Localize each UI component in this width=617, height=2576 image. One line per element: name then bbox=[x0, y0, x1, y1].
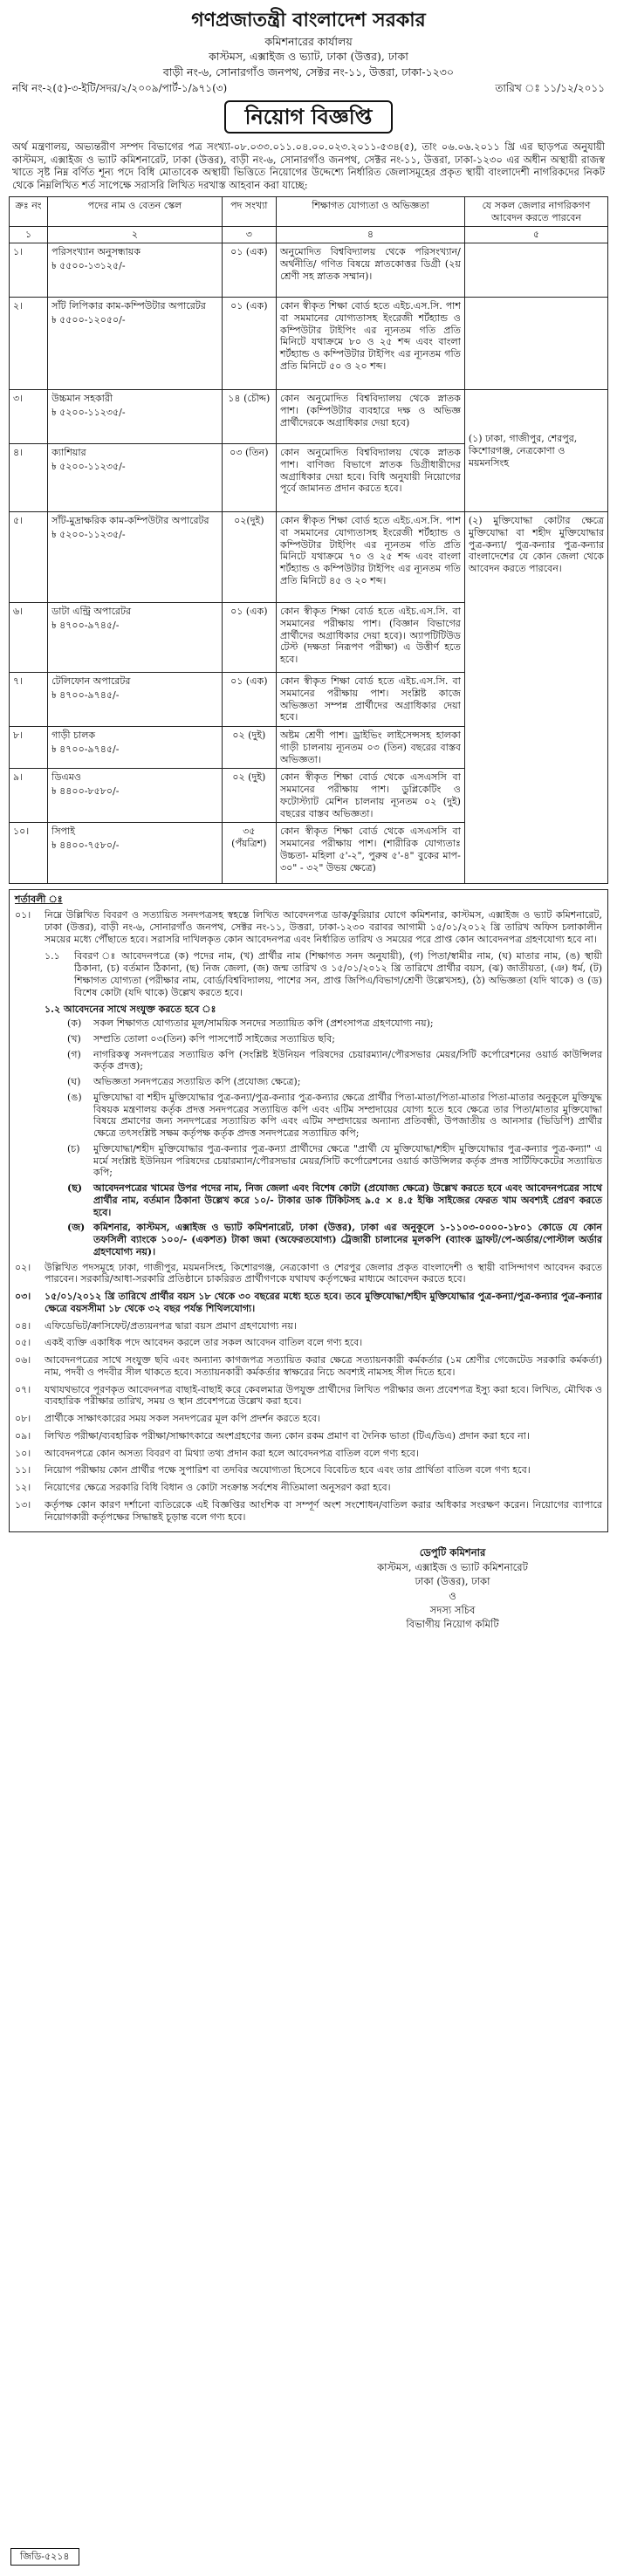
list-item-text: আবেদনপত্রের খামের উপর পদের নাম, নিজ জেলা এবং বিশেষ কোটা (প্রযোজ্য ক্ষেত্রে) উল্লেখ করতে হবে এবং আবেদনপত্রের সাথে প্রার্থীর নাম, বর্তমান ঠিকানা উল্লেখ করে ১০/- টাকার ডাক টিকিটসহ ৯.৫ × ৪.৫ ইঞ্চি সাইজের ফেরত খাম অবশ্যই প্রেরণ করতে হবে। bbox=[93, 1182, 602, 1218]
term-number: ০৮। bbox=[15, 1413, 31, 1425]
post-count: ০১ (এক) bbox=[222, 243, 276, 298]
header-districts: যে সকল জেলার নাগরিকগণ আবেদন করতে পারবেন bbox=[464, 196, 607, 227]
row-sl: ৩। bbox=[10, 390, 48, 444]
list-item-text: সম্প্রতি তোলা ০৩(তিন) কপি পাসপোর্ট সাইজের সত্যায়িত ছবি; bbox=[93, 1032, 335, 1045]
row-sl: ৭। bbox=[10, 673, 48, 727]
reference-number: নথি নং-২(৫)-৩-ইটি/সদর/২/২০০৯/পার্ট-১/৯৭১(৩) bbox=[12, 82, 228, 95]
post-title: গাড়ী চালক bbox=[51, 730, 96, 742]
district-group-1: (১) ঢাকা, গাজীপুর, শেরপুর, কিশোরগঞ্জ, নেত্রকোণা ও ময়মনসিংহ bbox=[464, 390, 607, 512]
term-item bbox=[15, 1430, 602, 1442]
col-index: ৫ bbox=[464, 227, 607, 243]
post-title: সিপাই bbox=[51, 826, 75, 838]
header-sl: ক্রঃ নং bbox=[10, 196, 48, 227]
term-text: প্রার্থীকে সাক্ষাৎকারের সময় সকল সনদপত্রের মূল কপি প্রদর্শন করতে হবে। bbox=[45, 1413, 321, 1425]
list-item-number: (ঙ) bbox=[67, 1091, 82, 1103]
list-item-number: (জ) bbox=[67, 1222, 86, 1234]
list-item-text: অভিজ্ঞতা সনদপত্রের সত্যায়িত কপি (প্রযোজ্য ক্ষেত্রে); bbox=[93, 1076, 301, 1088]
column-index-row bbox=[10, 227, 608, 243]
post-title: সাঁট-মুদ্রাক্ষরিক কাম-কম্পিউটার অপারেটর bbox=[51, 515, 209, 527]
term-number: ০৯। bbox=[15, 1429, 31, 1442]
post-title: উচ্চমান সহকারী bbox=[51, 393, 113, 405]
term-number: ০১। bbox=[15, 909, 31, 921]
signatory-line: বিভাগীয় নিয়োগ কমিটি bbox=[406, 1618, 499, 1631]
term-item bbox=[15, 1499, 602, 1524]
col-index: ১ bbox=[10, 227, 48, 243]
term-text: ১৫/০১/২০১২ খ্রি তারিখে প্রার্থীর বয়স ১৮ থেকে ৩০ বছরের মধ্যে হতে হবে। তবে মুক্তিযোদ্ধা/শহীদ মুক্তিযোদ্ধার পুত্র-কন্যা/পুত্র-কন্যার পুত্র-কন্যার ক্ষেত্রে বয়সসীমা ১৮ থেকে ৩২ বছর পর্যন্ত শিথিলযোগ্য। bbox=[45, 1291, 602, 1314]
post-count: ০১ (এক) bbox=[222, 673, 276, 727]
term-item bbox=[15, 1262, 602, 1286]
terms-heading: শর্তাবলী ঃ bbox=[15, 894, 63, 906]
term-number: ০২। bbox=[15, 1261, 31, 1273]
office-name: কমিশনারের কার্যালয় bbox=[264, 34, 353, 48]
pay-scale: ৳ ৫৫০০-১২০৫০/- bbox=[51, 313, 126, 325]
reference-line bbox=[9, 82, 608, 95]
term-text: আবেদনপত্রে কোন অসত্য বিবরণ বা মিথ্যা তথ্য প্রদান করা হলে আবেদনপত্র বাতিল বলে গণ্য হবে। bbox=[45, 1447, 419, 1459]
qualification: কোন স্বীকৃত শিক্ষা বোর্ড হতে এইচ.এস.সি. পাশ বা সমমানের যোগ্যতাসহ ইংরেজী শর্টহ্যান্ড ও কম্পিউটার টাইপিং এর ন্যূনতম গতি প্রতি মিনিটে যথাক্রমে ৮০ ও ২৫ শব্দ এবং বাংলা শর্টহ্যান্ড ও কম্পিউটার টাইপিং এর ন্যূনতম গতি প্রতি মিনিটে ৫০ ও ২০ শব্দ। bbox=[277, 298, 465, 390]
gd-code: জিডি-৫২১৪ bbox=[10, 2548, 79, 2566]
term-text: নিয়োগ পরীক্ষায় কোন প্রার্থীর পক্ষে সুপারিশ বা তদবির অযোগ্যতা হিসেবে বিবেচিত হবে এবং তার প্রার্থিতা বাতিল বলে গণ্য হবে। bbox=[45, 1464, 531, 1476]
post-title: টেলিফোন অপারেটর bbox=[51, 675, 131, 688]
pay-scale: ৳ ৪৭০০-৯৭৪৫/- bbox=[51, 689, 120, 701]
row-sl: ১০। bbox=[10, 823, 48, 884]
list-item-text: মুক্তিযোদ্ধা বা শহীদ মুক্তিযোদ্ধার পুত্র-কন্যা/পুত্র-কন্যার পুত্র-কন্যার ক্ষেত্রে প্রার্থীর পিতা-মাতা/পিতা-মাতার পিতা-মাতার অনুকূলে মুক্তিযুদ্ধ বিষয়ক মন্ত্রণালয় কর্তৃক প্রদত্ত সনদপত্রের সত্যায়িত কপি এবং এটিম সম্প্রদায়ের যোগ্য হতে হবে ক্ষেত্রে তার পিতা/মাতার মুক্তিযোদ্ধা বিষয়ে প্রমাণের জন্য সনদপত্রের সত্যায়িত কপি এবং এটিম সম্প্রদায়ের অন্যান্য প্রতিবন্ধী, উপজাতীয় ও আনসার (ভিডিপি) প্রার্থীর ক্ষেত্রে তৎসংশ্লিষ্ট সক্ষম কর্তৃপক্ষ কর্তৃক প্রদত্ত সনদপত্রের সত্যায়িত কপি; bbox=[93, 1091, 602, 1140]
qualification: কোন স্বীকৃত শিক্ষা বোর্ড হতে এইচ.এস.সি. বা সমমানের পরীক্ষায় পাশ। (বিজ্ঞান বিভাগের প্রার্থীদের অগ্রাধিকার দেয়া হবে)। অ্যাপটিটিউড টেস্ট (দক্ষতা নিরূপণ পরীক্ষা) এ উত্তীর্ণ হতে হবে। bbox=[277, 603, 465, 673]
notice-title: নিয়োগ বিজ্ঞপ্তি bbox=[224, 100, 394, 134]
term-number: ১২। bbox=[15, 1482, 31, 1494]
term-item bbox=[15, 1320, 602, 1333]
terms-section bbox=[9, 889, 608, 1532]
list-item bbox=[67, 1076, 602, 1088]
term-number: ১০। bbox=[15, 1447, 31, 1459]
list-item-number: (খ) bbox=[67, 1032, 81, 1045]
pay-scale: ৳ ৫২০০-১১২৩৫/- bbox=[51, 406, 126, 418]
intro-paragraph: অর্থ মন্ত্রণালয়, অভ্যন্তরীণ সম্পদ বিভাগের পত্র সংখ্যা-০৮.০৩৩.০১১.০৪.০০.০২৩.২০১১-৫৩৪(৫), তাং ০৬.০৬.২০১১ খ্রি এর ছাড়পত্র অনুযায়ী কাস্টমস, এক্সাইজ ও ভ্যাট কমিশনারেট, ঢাকা (উত্তর), বাড়ী নং-৬, সোনারগাঁও জনপথ, সেক্টর নং-১১, উত্তরা, ঢাকা-১২৩০ এর অধীন অস্থায়ী রাজস্ব খাতে সৃষ্ট নিম্ন বর্ণিত শূন্য পদে বিধি মোতাবেক অস্থায়ী ভিত্তিতে নিয়োগের উদ্দেশ্যে নির্ধারিত জেলাসমূহের প্রকৃত স্থায়ী বাংলাদেশী নাগরিকদের নিকট থেকে নিম্নলিখিত শর্ত সাপেক্ষে সরাসরি লিখিত দরখাস্ত আহবান করা যাচ্ছে: bbox=[12, 140, 605, 191]
term-item bbox=[15, 1291, 602, 1315]
list-item bbox=[67, 1092, 602, 1140]
list-item-text: নাগরিকত্ব সনদপত্রের সত্যায়িত কপি (সংশ্লিষ্ট ইউনিয়ন পরিষদের চেয়ারম্যান/পৌরসভার মেয়র/সিটি কর্পোরেশনের ওয়ার্ড কাউন্সিলর কর্তৃক প্রদত্ত); bbox=[93, 1048, 602, 1072]
term-item bbox=[15, 1482, 602, 1494]
department-name: কাস্টমস, এক্সাইজ ও ভ্যাট, ঢাকা (উত্তর), ঢাকা bbox=[209, 50, 408, 64]
list-item bbox=[67, 1033, 602, 1045]
header-qualification: শিক্ষাগত যোগ্যতা ও অভিজ্ঞতা bbox=[277, 196, 465, 227]
list-item-number: (ক) bbox=[67, 1017, 82, 1030]
post-title: পরিসংখ্যান অনুসন্ধায়ক bbox=[51, 246, 141, 258]
row-sl: ৮। bbox=[10, 727, 48, 769]
term-item bbox=[15, 1384, 602, 1408]
list-item-number: (ঘ) bbox=[67, 1076, 81, 1088]
pay-scale: ৳ ৪৪০০-৮৫৮০/- bbox=[51, 785, 120, 798]
post-count: ০২(দুই) bbox=[222, 512, 276, 603]
district-group-2: (২) মুক্তিযোদ্ধা কোটার ক্ষেত্রে মুক্তিযোদ্ধা বা শহীদ মুক্তিযোদ্ধার পুত্র-কন্যা/ পুত্র-কন্যার পুত্র-কন্যার বাংলাদেশের যে কোন জেলা থেকে আবেদন করতে পারবেন। bbox=[464, 512, 607, 884]
signatory-line: সদস্য সচিব bbox=[429, 1603, 476, 1616]
list-item bbox=[67, 1017, 602, 1030]
header bbox=[9, 9, 608, 79]
pay-scale: ৳ ৪৪০০-৭৫৮০/- bbox=[51, 839, 120, 852]
term-item bbox=[15, 909, 602, 945]
col-index: ৩ bbox=[222, 227, 276, 243]
term-subitem bbox=[45, 950, 602, 998]
post-title: ডাটা এন্ট্রি অপারেটর bbox=[51, 606, 132, 618]
qualification: কোন স্বীকৃত শিক্ষা বোর্ড থেকে এসএসসি বা সমমানের পরীক্ষায় পাশ। ডুপ্লিকেটিং ও ফটোস্ট্যাট মেশিন চালনায় ন্যূনতম ০২ (দুই) বছরের বাস্তব অভিজ্ঞতা। bbox=[277, 769, 465, 823]
term-text: যথাযথভাবে পূরণকৃত আবেদনপত্র বাছাই-বাছাই করে কেবলমাত্র উপযুক্ত প্রার্থীদের লিখিত পরীক্ষার জন্য প্রবেশপত্র ইস্যু করা হবে। লিখিত, মৌখিক ও ব্যবহারিক পরীক্ষার তারিখ, সময় ও স্থান প্রবেশপত্রে উল্লেখ করা হবে। bbox=[45, 1383, 602, 1408]
term-number: ০৭। bbox=[15, 1383, 31, 1395]
post-count: ০৩ (তিন) bbox=[222, 444, 276, 512]
list-item-number: (ছ) bbox=[67, 1182, 83, 1195]
list-item-number: (গ) bbox=[67, 1048, 81, 1060]
table-row bbox=[10, 243, 608, 298]
qualification: কোন স্বীকৃত শিক্ষা বোর্ড হতে এইচ.এস.সি. পাশ বা সমমানের যোগ্যতাসহ ইংরেজী শর্টহ্যান্ড ও কম্পিউটার টাইপিং এর ন্যূনতম গতি প্রতি মিনিটে যথাক্রমে ৭০ ও ২৫ শব্দ এবং বাংলা শর্টহ্যান্ড ও কম্পিউটার টাইপিং এর ন্যূনতম গতি প্রতি মিনিটে ৪৫ ও ২০ শব্দ। bbox=[277, 512, 465, 603]
qualification: অনুমোদিত বিশ্ববিদ্যালয় থেকে পরিসংখ্যান/ অর্থনীতি/ গণিত বিষয়ে স্নাতকোত্তর ডিগ্রী (২য় শ্রেণী সহ স্নাতক সম্মান)। bbox=[277, 243, 465, 298]
col-index: ৪ bbox=[277, 227, 465, 243]
term-text: আবেদনপত্রের সাথে সংযুক্ত ছবি এবং অন্যান্য কাগজপত্র সত্যায়িত করার ক্ষেত্রে সত্যায়নকারী কর্মকর্তার (১ম শ্রেণীর গেজেটেড সরকারি কর্মকর্তা) নাম, পদবী ও পদবীর সীল থাকতে হবে। সত্যায়নকারী কর্মকর্তার স্বাক্ষরের নিচে অবশ্যই নামসহ সীল দিতে হবে। bbox=[45, 1354, 602, 1378]
term-number: ০৩। bbox=[15, 1291, 31, 1303]
government-name: গণপ্রজাতন্ত্রী বাংলাদেশ সরকার bbox=[191, 9, 426, 31]
term-text: একই ব্যক্তি একাধিক পদে আবেদন করলে তার সকল আবেদন বাতিল বলে গণ্য হবে। bbox=[45, 1337, 363, 1349]
term-text: নিম্নে উল্লিখিত বিবরণ ও সত্যায়িত সনদপত্রসহ স্বহস্তে লিখিত আবেদনপত্র ডাক/কুরিয়ার যোগে কমিশনার, কাস্টমস, এক্সাইজ ও ভ্যাট কমিশনারেট, ঢাকা (উত্তর), বাড়ী নং-৬, সোনারগাঁও জনপথ, সেক্টর নং-১১, উত্তরা, ঢাকা-১২৩০ বরাবর আগামী ১৫/০১/২০১২ খ্রি তারিখ অফিস চলাকালীন সময়ের মধ্যে পৌঁছাতে হবে। সরাসরি দাখিলকৃত কোন আবেদনপত্র এবং নির্ধারিত তারিখ ও সময়ের পরে প্রাপ্ত কোন আবেদনপত্র গ্রহণযোগ্য হবে না। bbox=[45, 909, 602, 945]
term-item bbox=[15, 1337, 602, 1349]
term-number: ১১। bbox=[15, 1464, 31, 1476]
signatory-title: ডেপুটি কমিশনার bbox=[419, 1546, 486, 1559]
list-item bbox=[67, 1143, 602, 1179]
row-sl: ৬। bbox=[10, 603, 48, 673]
term-text: এফিডেভিট/ক্রাসিফেট/প্রত্যয়নপত্র দ্বারা বয়স প্রমাণ গ্রহণযোগ্য নয়। bbox=[45, 1319, 297, 1332]
term-item bbox=[15, 1448, 602, 1460]
row-sl: ২। bbox=[10, 298, 48, 390]
term-text: নিয়োগের ক্ষেত্রে সরকারি বিধি বিধান ও কোটা সংক্রান্ত সর্বশেষ নীতিমালা অনুসরণ করা হবে। bbox=[45, 1482, 391, 1494]
pay-scale: ৳ ৫৫০০-১৩১২৫/- bbox=[51, 259, 126, 271]
header-count: পদ সংখ্যা bbox=[222, 196, 276, 227]
term-item bbox=[15, 1464, 602, 1476]
pay-scale: ৳ ৪৭০০-৯৭৪৫/- bbox=[51, 743, 120, 755]
pay-scale: ৳ ৪৭০০-৯৭৪৫/- bbox=[51, 619, 120, 631]
table-row bbox=[10, 390, 608, 444]
term-number: ১৩। bbox=[15, 1498, 31, 1511]
district-cell bbox=[464, 298, 607, 390]
attachments-heading: ১.২ আবেদনের সাথে সংযুক্ত করতে হবে ঃ bbox=[45, 1004, 216, 1016]
post-count: ১৪ (চৌদ্দ) bbox=[222, 390, 276, 444]
qualification: কোন স্বীকৃত শিক্ষা বোর্ড হতে এইচ.এস.সি. বা সমমানের পরীক্ষায় পাশ। সংশ্লিষ্ট কাজে অভিজ্ঞতা সম্পন্ন প্রার্থীদের অগ্রাধিকার দেয়া হবে। bbox=[277, 673, 465, 727]
term-number: ০৪। bbox=[15, 1319, 31, 1332]
qualification: কোন স্বীকৃত শিক্ষা বোর্ড থেকে এসএসসি বা সমমানের পরীক্ষায় পাশ। (শারীরিক যোগ্যতাঃ উচ্চতা- মহিলা ৫'-২", পুরুষ ৫'-৪" বুকের মাপ- ৩০" - ৩২" উভয় ক্ষেত্রে) bbox=[277, 823, 465, 884]
post-title: ক্যাশিয়ার bbox=[51, 447, 86, 459]
term-number: ০৫। bbox=[15, 1337, 31, 1349]
list-item bbox=[67, 1049, 602, 1073]
post-title: ডিএমও bbox=[51, 771, 81, 784]
pay-scale: ৳ ৫২০০-১১২৩৫/- bbox=[51, 460, 126, 472]
list-item bbox=[67, 1182, 602, 1218]
row-sl: ৯। bbox=[10, 769, 48, 823]
term-number: ০৬। bbox=[15, 1354, 31, 1367]
post-count: ০২ (দুই) bbox=[222, 769, 276, 823]
post-count: ০২ (দুই) bbox=[222, 727, 276, 769]
signatory-line: ও bbox=[449, 1589, 456, 1602]
term-text: লিখিত পরীক্ষা/ব্যবহারিক পরীক্ষা/সাক্ষাৎকারে অংশগ্রহণের জন্য কোন রকম প্রমাণ বা দৈনিক ভাতা (টিএ/ডিএ) প্রদান করা হবে না। bbox=[45, 1429, 530, 1442]
row-sl: ৫। bbox=[10, 512, 48, 603]
posts-table bbox=[9, 196, 608, 885]
term-item bbox=[15, 1354, 602, 1379]
post-count: ০১ (এক) bbox=[222, 298, 276, 390]
signature-block bbox=[297, 1546, 608, 1630]
attachments-list bbox=[67, 1017, 602, 1258]
table-row bbox=[10, 298, 608, 390]
term-text: কর্তৃপক্ষ কোন কারণ দর্শানো ব্যতিরেকে এই বিজ্ঞপ্তির আংশিক বা সম্পূর্ণ অংশ সংশোধন/বাতিল করার অধিকার সংরক্ষণ করেন। নিয়োগের ব্যাপারে নিয়োগকারী কর্তৃপক্ষের সিদ্ধান্তই চূড়ান্ত বলে গণ্য হবে। bbox=[45, 1498, 602, 1523]
term-number: ১.১ bbox=[45, 950, 60, 963]
post-count: ০১ (এক) bbox=[222, 603, 276, 673]
header-post: পদের নাম ও বেতন স্কেল bbox=[48, 196, 222, 227]
office-address: বাড়ী নং-৬, সোনারগাঁও জনপথ, সেক্টর নং-১১, উত্তরা, ঢাকা-১২৩০ bbox=[162, 65, 455, 79]
list-item-number: (চ) bbox=[67, 1142, 80, 1154]
list-item-text: মুক্তিযোদ্ধা/শহীদ মুক্তিযোদ্ধার পুত্র-কন্যার পুত্র-কন্যা প্রার্থীদের ক্ষেত্রে "প্রার্থী যে মুক্তিযোদ্ধা/শহীদ মুক্তিযোদ্ধার পুত্র-কন্যার পুত্র-কন্যা" এ মর্মে সংশ্লিষ্ট ইউনিয়ন পরিষদের চেয়ারম্যান/পৌরসভার মেয়র/সিটি কর্পোরেশনের ওয়ার্ড কাউন্সিলর কর্তৃক প্রদত্ত সার্টিফিকেটের সত্যায়িত কপি; bbox=[93, 1142, 602, 1179]
qualification: কোন অনুমোদিত বিশ্ববিদ্যালয় থেকে স্নাতক পাশ। বাণিজ্য বিভাগে স্নাতক ডিগ্রীধারীদের অগ্রাধিকার দেয়া হবে। বিধি অনুযায়ী নিয়োগের পূর্বে জামানত প্রদান করতে হবে। bbox=[277, 444, 465, 512]
col-index: ২ bbox=[48, 227, 222, 243]
list-item-text: সকল শিক্ষাগত যোগ্যতার মূল/সাময়িক সনদের সত্যায়িত কপি (প্রশংসাপত্র গ্রহণযোগ্য নয়); bbox=[93, 1017, 434, 1030]
term-text: উল্লিখিত পদসমূহে ঢাকা, গাজীপুর, ময়মনসিংহ, কিশোরগঞ্জ, নেত্রকোণা ও শেরপুর জেলার প্রকৃত বাংলাদেশী ও স্থায়ী বাসিন্দাগণ আবেদন করতে পারবেন। সরকারি/আধা-সরকারি প্রতিষ্ঠানে চাকরিরত প্রার্থীগণকে যথাযথ কর্তৃপক্ষের মাধ্যমে আবেদন করতে হবে। bbox=[45, 1261, 602, 1285]
table-row bbox=[10, 512, 608, 603]
pay-scale: ৳ ৫২০০-১১২৩৫/- bbox=[51, 528, 126, 540]
row-sl: ১। bbox=[10, 243, 48, 298]
district-cell bbox=[464, 243, 607, 298]
qualification: কোন অনুমোদিত বিশ্ববিদ্যালয় থেকে স্নাতক পাশ। (কম্পিউটার ব্যবহারে দক্ষ ও অভিজ্ঞ প্রার্থীদেরকে অগ্রাধিকার দেয়া হবে) bbox=[277, 390, 465, 444]
row-sl: ৪। bbox=[10, 444, 48, 512]
qualification: অষ্টম শ্রেণী পাশ। ড্রাইভিং লাইসেন্সসহ হালকা গাড়ী চালনায় ন্যূনতম ০৩ (তিন) বছরের বাস্তব অভিজ্ঞতা। bbox=[277, 727, 465, 769]
post-count: ৩৫ (পঁয়ত্রিশ) bbox=[222, 823, 276, 884]
notice-date: তারিখ ঃ ১১/১২/২০১১ bbox=[495, 82, 605, 95]
signatory-line: কাস্টমস, এক্সাইজ ও ভ্যাট কমিশনারেট bbox=[377, 1560, 528, 1573]
list-item bbox=[67, 1222, 602, 1257]
post-title: সাঁট লিপিকার কাম-কম্পিউটার অপারেটর bbox=[51, 300, 206, 312]
term-item bbox=[15, 1413, 602, 1425]
signatory-line: ঢাকা (উত্তর), ঢাকা bbox=[415, 1575, 490, 1588]
term-text: বিবরণ ঃ আবেদনপত্রে (ক) পদের নাম, (খ) প্রার্থীর নাম (শিক্ষাগত সনদ অনুযায়ী), (গ) পিতা/স্বামীর নাম, (ঘ) মাতার নাম, (ঙ) স্থায়ী ঠিকানা, (চ) বর্তমান ঠিকানা, (ছ) নিজ জেলা, (জ) জন্ম তারিখ ও ১৫/০১/২০১২ খ্রি তারিখে প্রার্থীর বয়স, (ঝ) জাতীয়তা, (ঞ) ধর্ম, (ট) শিক্ষাগত যোগ্যতা (পরীক্ষার নাম, বোর্ড/বিশ্ববিদ্যালয়, পাশের সন, প্রাপ্ত জিপিএ/বিভাগ/শ্রেণী উল্লেখসহ), (ঠ) অভিজ্ঞতা (যদি থাকে) ও (ড) বিশেষ কোটা (যদি থাকে) উল্লেখ করতে হবে। bbox=[74, 950, 602, 998]
list-item-text: কমিশনার, কাস্টমস, এক্সাইজ ও ভ্যাট কমিশনারেট, ঢাকা (উত্তর), ঢাকা এর অনুকূলে ১-১১০৩-০০০০-১৮০১ কোডে যে কোন তফসিলী ব্যাংকে ১০০/- (একশত) টাকা জমা (অফেরতযোগ্য) ট্রেজারী চালানের মূলকপি (ব্যাংক ড্রাফট/পে-অর্ডার/পোস্টাল অর্ডার গ্রহণযোগ্য নয়)। bbox=[93, 1222, 602, 1257]
